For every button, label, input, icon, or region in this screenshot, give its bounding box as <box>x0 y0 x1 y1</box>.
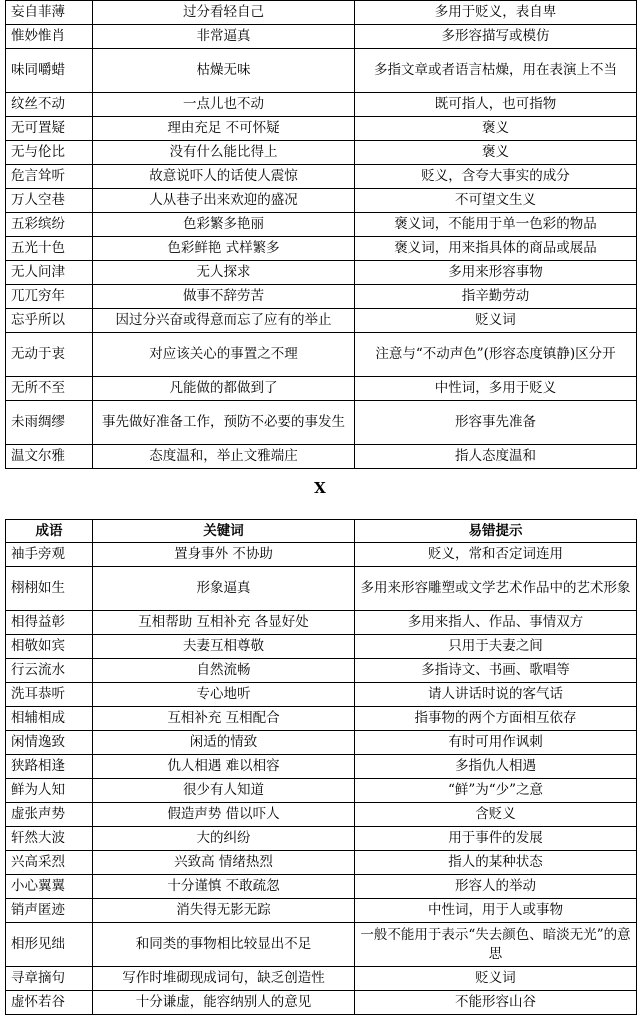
keyword-cell: 闲适的情致 <box>93 731 355 755</box>
tip-cell: 多指仇人相遇 <box>355 755 637 779</box>
table-row <box>6 25 637 49</box>
idiom-cell: 惟妙惟肖 <box>6 25 93 49</box>
idiom-cell: 五光十色 <box>6 237 93 261</box>
idiom-cell: 无动于衷 <box>6 333 93 377</box>
idiom-cell: 纹丝不动 <box>6 93 93 117</box>
table-row <box>6 141 637 165</box>
tip-cell: 一般不能用于表示“失去颜色、暗淡无光”的意思 <box>355 923 637 967</box>
idiom-cell: 无人问津 <box>6 261 93 285</box>
table-bottom-header <box>6 520 637 543</box>
table-row <box>6 261 637 285</box>
idiom-cell: 行云流水 <box>6 659 93 683</box>
tip-cell: 多用于贬义，表自卑 <box>355 1 637 25</box>
header-key: 关键词 <box>93 520 355 543</box>
table-row <box>6 333 637 377</box>
tip-cell: 中性词，多用于贬义 <box>355 377 637 401</box>
tip-cell: 褒义 <box>355 117 637 141</box>
table-row <box>6 445 637 469</box>
idiom-table-bottom <box>5 519 637 1015</box>
tip-cell: 指人的某种状态 <box>355 851 637 875</box>
tip-cell: 不可望文生义 <box>355 189 637 213</box>
table-row <box>6 991 637 1015</box>
idiom-cell: 无与伦比 <box>6 141 93 165</box>
keyword-cell: 专心地听 <box>93 683 355 707</box>
table-row <box>6 967 637 991</box>
table-row <box>6 803 637 827</box>
table-row <box>6 237 637 261</box>
keyword-cell: 仇人相遇 难以相容 <box>93 755 355 779</box>
idiom-cell: 虚怀若谷 <box>6 991 93 1015</box>
table-row <box>6 875 637 899</box>
table-row <box>6 827 637 851</box>
table-row <box>6 707 637 731</box>
tip-cell: 形容事先准备 <box>355 401 637 445</box>
table-row <box>6 213 637 237</box>
tip-cell: 既可指人，也可指物 <box>355 93 637 117</box>
keyword-cell: 色彩繁多艳丽 <box>93 213 355 237</box>
idiom-cell: 相得益彰 <box>6 611 93 635</box>
keyword-cell: 兴致高 情绪热烈 <box>93 851 355 875</box>
header-word: 成语 <box>6 520 93 543</box>
tip-cell: 多指文章或者语言枯燥，用在表演上不当 <box>355 49 637 93</box>
keyword-cell: 因过分兴奋或得意而忘了应有的举止 <box>93 309 355 333</box>
table-row <box>6 567 637 611</box>
tip-cell: 褒义词，不能用于单一色彩的物品 <box>355 213 637 237</box>
table-row <box>6 731 637 755</box>
keyword-cell: 态度温和，举止文雅端庄 <box>93 445 355 469</box>
idiom-cell: 无可置疑 <box>6 117 93 141</box>
table-row <box>6 851 637 875</box>
table-row <box>6 189 637 213</box>
tip-cell: 多指诗文、书画、歌唱等 <box>355 659 637 683</box>
keyword-cell: 过分看轻自己 <box>93 1 355 25</box>
tip-cell: 指人态度温和 <box>355 445 637 469</box>
tip-cell: 不能形容山谷 <box>355 991 637 1015</box>
header-row <box>6 520 637 543</box>
idiom-cell: 鲜为人知 <box>6 779 93 803</box>
keyword-cell: 人从巷子出来欢迎的盛况 <box>93 189 355 213</box>
idiom-cell: 味同嚼蜡 <box>6 49 93 93</box>
idiom-cell: 未雨绸缪 <box>6 401 93 445</box>
separator-mark: X <box>314 479 326 497</box>
table-row <box>6 635 637 659</box>
tip-cell: 只用于夫妻之间 <box>355 635 637 659</box>
idiom-cell: 洗耳恭听 <box>6 683 93 707</box>
keyword-cell: 一点儿也不动 <box>93 93 355 117</box>
tip-cell: 用于事件的发展 <box>355 827 637 851</box>
keyword-cell: 自然流畅 <box>93 659 355 683</box>
idiom-cell: 五彩缤纷 <box>6 213 93 237</box>
tip-cell: 注意与“不动声色”(形容态度镇静)区分开 <box>355 333 637 377</box>
keyword-cell: 凡能做的都做到了 <box>93 377 355 401</box>
idiom-cell: 无所不至 <box>6 377 93 401</box>
keyword-cell: 事先做好准备工作，预防不必要的事发生 <box>93 401 355 445</box>
keyword-cell: 十分谨慎 不敢疏忽 <box>93 875 355 899</box>
keyword-cell: 置身事外 不协助 <box>93 543 355 567</box>
idiom-cell: 寻章摘句 <box>6 967 93 991</box>
table-row <box>6 117 637 141</box>
table-row <box>6 49 637 93</box>
tip-cell: 褒义 <box>355 141 637 165</box>
table-row <box>6 165 637 189</box>
idiom-cell: 相形见绌 <box>6 923 93 967</box>
idiom-cell: 忘乎所以 <box>6 309 93 333</box>
keyword-cell: 对应该关心的事置之不理 <box>93 333 355 377</box>
tip-cell: 贬义词 <box>355 309 637 333</box>
tip-cell: 多形容描写或模仿 <box>355 25 637 49</box>
table-row <box>6 93 637 117</box>
idiom-cell: 小心翼翼 <box>6 875 93 899</box>
keyword-cell: 消失得无影无踪 <box>93 899 355 923</box>
tip-cell: 贬义词 <box>355 967 637 991</box>
keyword-cell: 形象逼真 <box>93 567 355 611</box>
keyword-cell: 很少有人知道 <box>93 779 355 803</box>
table-row <box>6 899 637 923</box>
idiom-cell: 闲情逸致 <box>6 731 93 755</box>
table-row <box>6 755 637 779</box>
keyword-cell: 互相补充 互相配合 <box>93 707 355 731</box>
tip-cell: 含贬义 <box>355 803 637 827</box>
header-tip: 易错提示 <box>355 520 637 543</box>
idiom-cell: 销声匿迹 <box>6 899 93 923</box>
keyword-cell: 枯燥无味 <box>93 49 355 93</box>
keyword-cell: 十分谦虚，能容纳别人的意见 <box>93 991 355 1015</box>
idiom-cell: 相敬如宾 <box>6 635 93 659</box>
idiom-table-top <box>5 0 637 469</box>
table-row <box>6 285 637 309</box>
idiom-cell: 袖手旁观 <box>6 543 93 567</box>
idiom-cell: 危言耸听 <box>6 165 93 189</box>
tip-cell: 中性词，用于人或事物 <box>355 899 637 923</box>
keyword-cell: 做事不辞劳苦 <box>93 285 355 309</box>
table-row <box>6 401 637 445</box>
keyword-cell: 故意说吓人的话使人震惊 <box>93 165 355 189</box>
table-row <box>6 611 637 635</box>
table-row <box>6 659 637 683</box>
idiom-cell: 妄自菲薄 <box>6 1 93 25</box>
tip-cell: 指事物的两个方面相互依存 <box>355 707 637 731</box>
tip-cell: 有时可用作讽刺 <box>355 731 637 755</box>
idiom-cell: 兴高采烈 <box>6 851 93 875</box>
tip-cell: 贬义，常和否定词连用 <box>355 543 637 567</box>
tip-cell: “鲜”为“少”之意 <box>355 779 637 803</box>
keyword-cell: 假造声势 借以吓人 <box>93 803 355 827</box>
keyword-cell: 非常逼真 <box>93 25 355 49</box>
table-row <box>6 1 637 25</box>
table-row <box>6 377 637 401</box>
idiom-cell: 轩然大波 <box>6 827 93 851</box>
tip-cell: 贬义，含夸大事实的成分 <box>355 165 637 189</box>
idiom-cell: 万人空巷 <box>6 189 93 213</box>
idiom-cell: 狭路相逢 <box>6 755 93 779</box>
tip-cell: 指辛勤劳动 <box>355 285 637 309</box>
table-row <box>6 923 637 967</box>
table-top-body <box>6 1 637 469</box>
tip-cell: 褒义词，用来指具体的商品或展品 <box>355 237 637 261</box>
keyword-cell: 没有什么能比得上 <box>93 141 355 165</box>
keyword-cell: 大的纠纷 <box>93 827 355 851</box>
idiom-cell: 虚张声势 <box>6 803 93 827</box>
table-row <box>6 683 637 707</box>
tip-cell: 多用来形容事物 <box>355 261 637 285</box>
keyword-cell: 无人探求 <box>93 261 355 285</box>
table-bottom-body <box>6 543 637 1015</box>
tip-cell: 多用来形容雕塑或文学艺术作品中的艺术形象 <box>355 567 637 611</box>
keyword-cell: 色彩鲜艳 式样繁多 <box>93 237 355 261</box>
idiom-cell: 相辅相成 <box>6 707 93 731</box>
idiom-cell: 栩栩如生 <box>6 567 93 611</box>
tip-cell: 请人讲话时说的客气话 <box>355 683 637 707</box>
idiom-cell: 兀兀穷年 <box>6 285 93 309</box>
keyword-cell: 写作时堆砌现成词句，缺乏创造性 <box>93 967 355 991</box>
idiom-cell: 温文尔雅 <box>6 445 93 469</box>
table-row <box>6 309 637 333</box>
keyword-cell: 夫妻互相尊敬 <box>93 635 355 659</box>
keyword-cell: 互相帮助 互相补充 各显好处 <box>93 611 355 635</box>
table-row <box>6 543 637 567</box>
tip-cell: 形容人的举动 <box>355 875 637 899</box>
keyword-cell: 和同类的事物相比较显出不足 <box>93 923 355 967</box>
tip-cell: 多用来指人、作品、事情双方 <box>355 611 637 635</box>
table-row <box>6 779 637 803</box>
keyword-cell: 理由充足 不可怀疑 <box>93 117 355 141</box>
